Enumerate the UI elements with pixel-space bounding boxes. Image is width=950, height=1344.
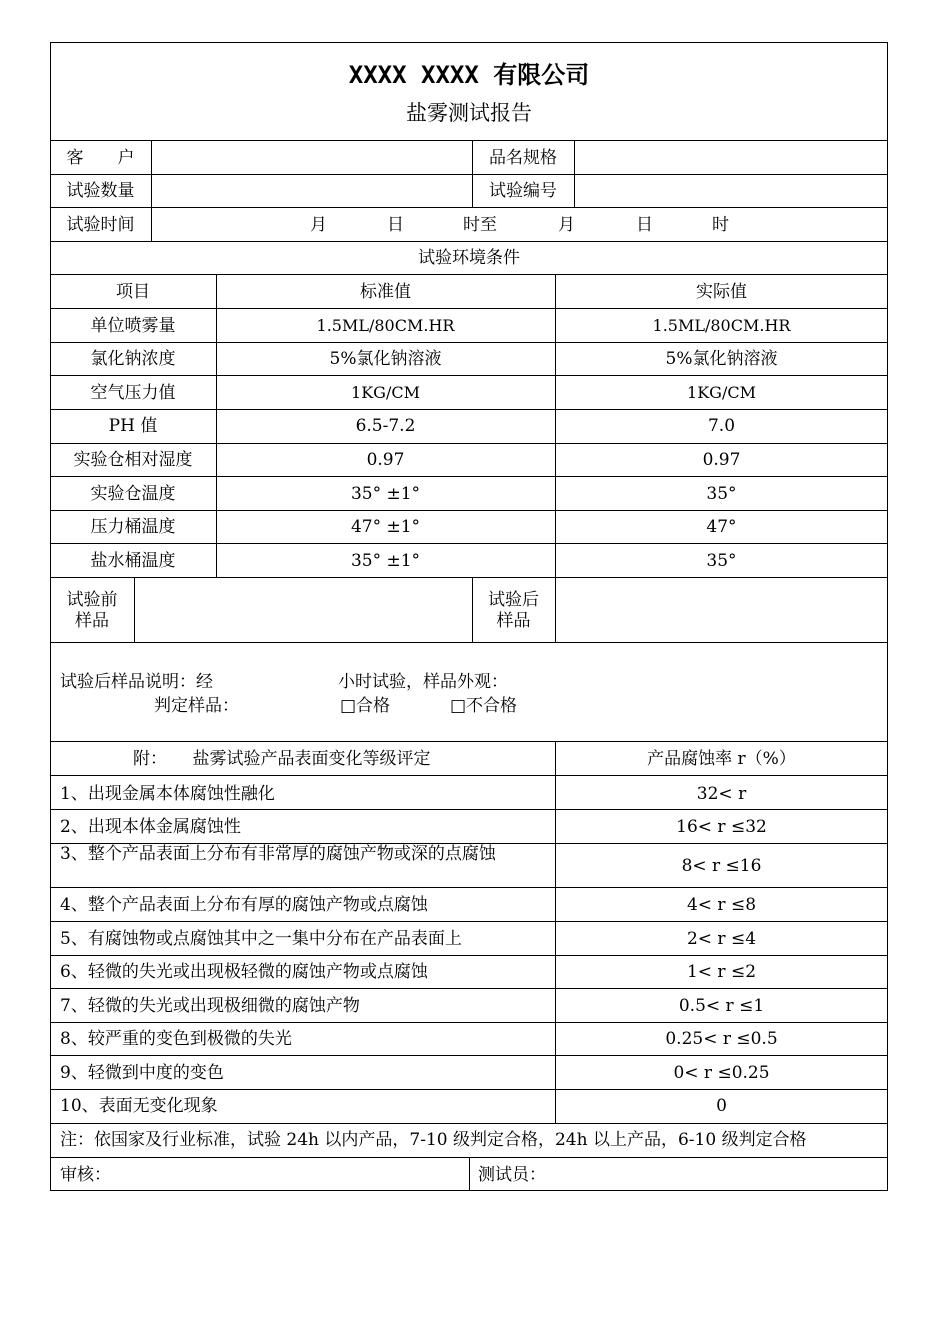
env-standard: 6.5-7.2 [355,416,416,436]
env-header-standard: 标准值 [360,282,411,302]
rating-header-right: 产品腐蚀率 r（%） [647,749,796,769]
tester-signature[interactable]: 测试员： [478,1165,546,1185]
rating-desc: 6、轻微的失光或出现极轻微的腐蚀产物或点腐蚀 [60,962,428,982]
env-item: 空气压力值 [90,383,176,403]
quantity-field[interactable] [152,181,472,201]
env-item: PH 值 [108,416,158,436]
rating-rate: 0 [716,1096,727,1116]
pass-checkbox[interactable]: □合格 [340,696,391,716]
environment-title: 试验环境条件 [418,248,520,268]
env-item: 实验仓温度 [90,484,176,504]
env-standard: 47° ±1° [350,517,421,537]
company-name: XXXX XXXX 有限公司 [348,61,590,89]
standards-note: 注：依国家及行业标准，试验 24h 以内产品，7-10 级判定合格，24h 以上产品，6-10 级判定合格 [60,1130,807,1150]
env-standard: 35° ±1° [350,484,421,504]
test-no-field[interactable] [575,181,887,201]
env-header-item: 项目 [116,282,150,302]
time-day-start: 日 [387,215,404,235]
env-standard: 0.97 [366,450,405,470]
rating-rate: 2< r ≤4 [686,929,757,949]
product-spec-label: 品名规格 [489,148,557,168]
rating-rate: 4< r ≤8 [686,895,757,915]
sample-before-label: 试验前 样品 [66,590,118,631]
rating-desc: 8、较严重的变色到极微的失光 [60,1029,292,1049]
env-header-actual: 实际值 [696,282,747,302]
rating-desc: 3、整个产品表面上分布有非常厚的腐蚀产物或深的点腐蚀 [60,844,496,864]
rating-rate: 8< r ≤16 [681,856,762,876]
rating-header-left: 附： 盐雾试验产品表面变化等级评定 [133,749,431,769]
quantity-label: 试验数量 [66,181,135,201]
description-line1-a: 试验后样品说明：经 [60,672,213,692]
rating-desc: 5、有腐蚀物或点腐蚀其中之一集中分布在产品表面上 [60,929,462,949]
rating-desc: 1、出现金属本体腐蚀性融化 [60,784,275,804]
env-standard: 5%氯化钠溶液 [329,349,442,369]
env-item: 压力桶温度 [90,517,176,537]
env-item: 实验仓相对湿度 [73,450,193,470]
env-item: 单位喷雾量 [90,316,176,336]
judge-label: 判定样品： [154,696,239,716]
rating-desc: 10、表面无变化现象 [60,1096,218,1116]
report-title: 盐雾测试报告 [406,101,532,125]
test-no-label: 试验编号 [489,181,557,201]
rating-rate: 0< r ≤0.25 [673,1063,770,1083]
rating-desc: 4、整个产品表面上分布有厚的腐蚀产物或点腐蚀 [60,895,428,915]
env-actual: 0.97 [702,450,741,470]
rating-desc: 7、轻微的失光或出现极细微的腐蚀产物 [60,996,360,1016]
rating-desc: 9、轻微到中度的变色 [60,1063,224,1083]
env-actual: 35° [706,551,737,571]
env-actual: 35° [706,484,737,504]
customer-field[interactable] [152,148,472,168]
env-actual: 1KG/CM [687,383,756,402]
test-time-label: 试验时间 [66,215,135,235]
time-day-end: 日 [636,215,653,235]
reviewer-signature[interactable]: 审核： [60,1165,111,1185]
rating-desc: 2、出现本体金属腐蚀性 [60,817,241,837]
customer-label: 客 户 [66,148,135,168]
description-line1-b: 小时试验，样品外观： [338,672,508,692]
env-standard: 1KG/CM [351,383,420,402]
rating-rate: 1< r ≤2 [686,962,757,982]
time-hour-to: 时至 [463,215,497,235]
sample-after-label: 试验后 样品 [488,590,539,631]
sample-before-photo-area[interactable] [135,578,472,642]
env-item: 盐水桶温度 [90,551,176,571]
fail-checkbox[interactable]: □不合格 [450,696,518,716]
env-actual: 7.0 [707,416,736,436]
product-spec-field[interactable] [575,148,887,168]
rating-rate: 0.25< r ≤0.5 [665,1029,778,1049]
env-actual: 1.5ML/80CM.HR [652,316,791,335]
time-month-start: 月 [310,215,327,235]
env-item: 氯化钠浓度 [90,349,176,369]
sample-after-photo-area[interactable] [556,578,887,642]
rating-rate: 32< r [696,784,747,804]
rating-rate: 0.5< r ≤1 [678,996,765,1016]
time-month-end: 月 [558,215,575,235]
env-standard: 35° ±1° [350,551,421,571]
env-actual: 47° [706,517,737,537]
env-standard: 1.5ML/80CM.HR [316,316,455,335]
time-hour-end: 时 [712,215,729,235]
env-actual: 5%氯化钠溶液 [665,349,778,369]
rating-rate: 16< r ≤32 [676,817,767,837]
